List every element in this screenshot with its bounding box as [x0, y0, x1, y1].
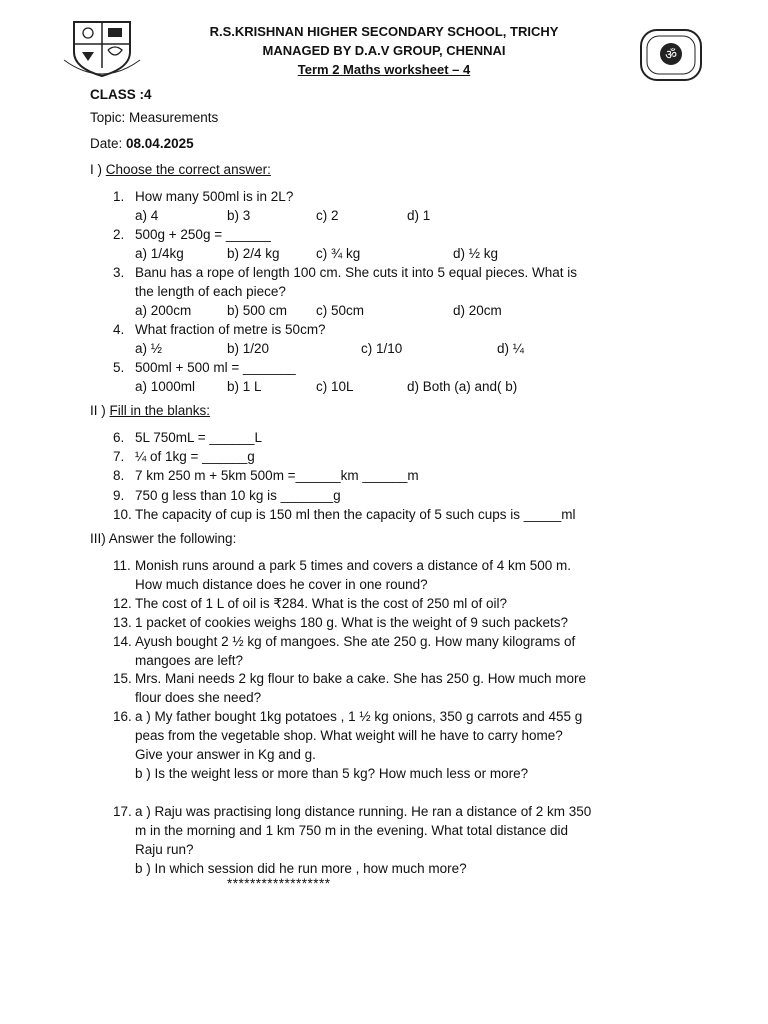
section-1-title: Choose the correct answer:	[105, 162, 271, 177]
date-label: Date:	[90, 136, 127, 151]
question-number: 5.	[113, 360, 125, 375]
question-text: a ) Raju was practising long distance running. He ran a distance of 2 km 350	[135, 803, 592, 819]
section-1-prefix: I )	[90, 162, 106, 177]
answer-option: d) ¼	[497, 341, 525, 356]
answer-option: d) ½ kg	[453, 246, 499, 261]
answer-option: c) 10L	[316, 379, 354, 394]
question-number: 15.	[113, 671, 132, 687]
question-text: Mrs. Mani needs 2 kg flour to bake a cake. She has 250 g. How much more	[135, 671, 586, 687]
section-3-heading: III) Answer the following:	[90, 531, 237, 546]
answer-option: a) 1/4kg	[135, 246, 184, 261]
answer-option: c) ¾ kg	[316, 246, 361, 261]
class-label: CLASS :4	[90, 87, 152, 102]
blank-number: 10.	[113, 506, 132, 522]
answer-option: b) 1 L	[227, 379, 262, 394]
question-text: The cost of 1 L of oil is ₹284. What is the cost of 250 ml of oil?	[135, 595, 508, 611]
blank-number: 7.	[113, 449, 125, 465]
question-text: Banu has a rope of length 100 cm. She cuts it into 5 equal pieces. What is	[135, 265, 578, 280]
question-number: 2.	[113, 227, 125, 242]
question-text: 500ml + 500 ml = _______	[135, 360, 296, 375]
date-value: 08.04.2025	[126, 136, 194, 151]
question-number: 17.	[113, 803, 132, 819]
question-number: 4.	[113, 322, 125, 337]
section-2-heading	[90, 403, 210, 418]
question-text: b ) In which session did he run more , how much more?	[135, 860, 467, 876]
footer-stars: ******************	[227, 876, 331, 891]
answer-option: c) 2	[316, 208, 339, 223]
blank-text: ¼ of 1kg = ______g	[135, 449, 255, 465]
question-text: a ) My father bought 1kg potatoes , 1 ½ kg onions, 350 g carrots and 455 g	[135, 709, 583, 725]
answer-option: d) 20cm	[453, 303, 502, 318]
question-text: 1 packet of cookies weighs 180 g. What is the weight of 9 such packets?	[135, 614, 568, 630]
question-number: 11.	[113, 558, 131, 573]
topic-label: Topic: Measurements	[90, 110, 219, 125]
blank-number: 9.	[113, 487, 125, 503]
question-text: m in the morning and 1 km 750 m in the evening. What total distance did	[135, 822, 568, 838]
worksheet-title: Term 2 Maths worksheet – 4	[297, 62, 471, 77]
question-text: peas from the vegetable shop. What weight will he have to carry home?	[135, 728, 563, 744]
blank-number: 8.	[113, 468, 125, 484]
question-text: Raju run?	[135, 841, 194, 857]
managed-by: MANAGED BY D.A.V GROUP, CHENNAI	[262, 43, 506, 58]
question-text: Give your answer in Kg and g.	[135, 747, 316, 762]
answer-option: b) 1/20	[227, 341, 270, 356]
question-number: 14.	[113, 633, 132, 649]
question-number: 3.	[113, 265, 125, 280]
answer-option: d) Both (a) and( b)	[407, 379, 518, 394]
section-2-title: Fill in the blanks:	[109, 403, 211, 418]
answer-option: a) 200cm	[135, 303, 192, 318]
question-text: How much distance does he cover in one round?	[135, 576, 428, 592]
date-line	[90, 136, 194, 151]
question-text: 500g + 250g = ______	[135, 227, 271, 242]
blank-text: 750 g less than 10 kg is _______g	[135, 487, 341, 503]
question-text: Monish runs around a park 5 times and covers a distance of 4 km 500 m.	[135, 558, 571, 573]
question-text: b ) Is the weight less or more than 5 kg? How much less or more?	[135, 765, 529, 781]
answer-option: c) 50cm	[316, 303, 365, 318]
blank-number: 6.	[113, 430, 125, 445]
answer-option: a) 1000ml	[135, 379, 196, 394]
answer-option: a) 4	[135, 208, 159, 223]
school-name: R.S.KRISHNAN HIGHER SECONDARY SCHOOL, TRICHY	[209, 24, 559, 39]
question-text: Ayush bought 2 ½ kg of mangoes. She ate 250 g. How many kilograms of	[135, 633, 576, 649]
question-text: What fraction of metre is 50cm?	[135, 322, 326, 337]
section-2-prefix: II )	[90, 403, 110, 418]
blank-text: The capacity of cup is 150 ml then the capacity of 5 such cups is _____ml	[135, 506, 576, 522]
question-number: 16.	[113, 709, 132, 725]
answer-option: b) 2/4 kg	[227, 246, 280, 261]
question-text: mangoes are left?	[135, 652, 244, 668]
question-number: 12.	[113, 595, 132, 611]
question-number: 13.	[113, 614, 132, 630]
question-number: 1.	[113, 189, 125, 204]
blank-text: 5L 750mL = ______L	[135, 430, 262, 445]
question-text: How many 500ml is in 2L?	[135, 189, 294, 204]
question-text: flour does she need?	[135, 690, 262, 706]
section-1-heading	[90, 162, 271, 177]
answer-option: c) 1/10	[361, 341, 403, 356]
answer-option: a) ½	[135, 341, 163, 356]
blank-text: 7 km 250 m + 5km 500m =______km ______m	[135, 468, 419, 484]
question-text-continued: the length of each piece?	[135, 284, 286, 299]
svg-text:ॐ: ॐ	[665, 48, 677, 63]
answer-option: b) 3	[227, 208, 251, 223]
answer-option: d) 1	[407, 208, 431, 223]
answer-option: b) 500 cm	[227, 303, 288, 318]
